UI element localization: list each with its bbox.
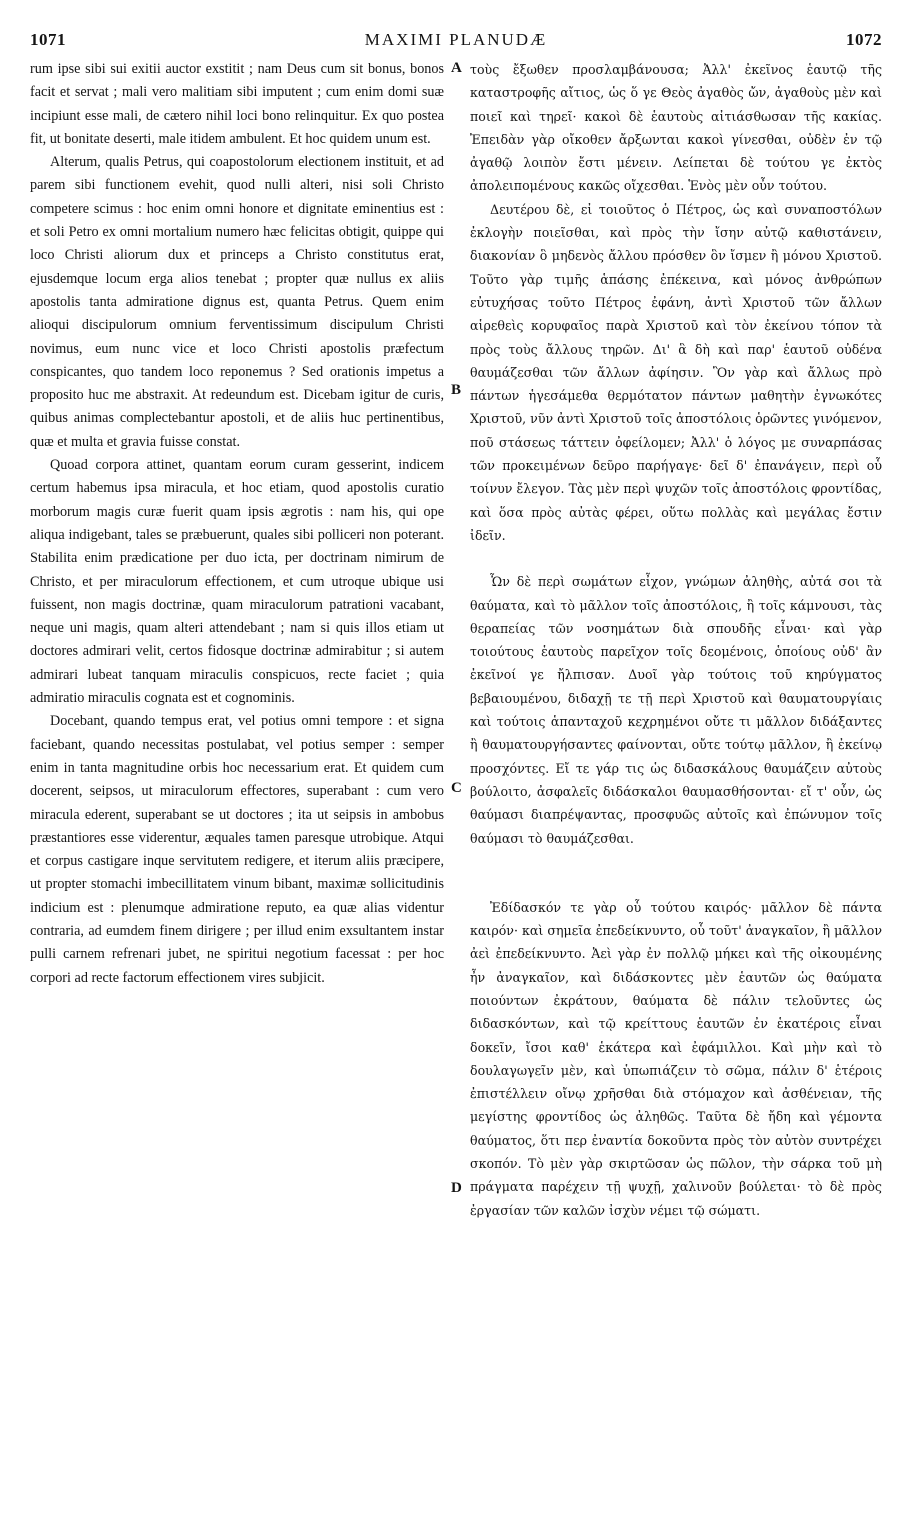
right-column-number: 1072 — [846, 30, 882, 49]
section-marker-c: C — [451, 780, 462, 796]
latin-paragraph: Docebant, quando tempus erat, vel potius omni tempore : et signa faciebant, quando necessitas postulabat, vel potius semper : semper enim in tanta magnitudine orbis hoc necessarium erat. Et quidem cum docerent, seipsos, ut miraculorum effectores, superabant : cum vero miracula ederent, superabant se ut doctores ; ita ut seipsis in ambobus præstantiores esse viderentur, æquales tamen paresque utrobique. Atqui et corpus castigare inque servitutem redigere, et iterum aliis præcipere, ut propter stomachi imbecillitatem vinum bibant, maximæ sollicitudinis indicium est : plenumque admirationе reputo, ea quæ alias videntur contraria, ad eumdem finem dirigere ; per illud enim exsultantem instar pulli carnem refrenari jubet, ne spiritui negotium facessat : per hoc corpori ad recte factorum effectionem vires subjicit. — [30, 713, 444, 986]
latin-paragraph: Alterum, qualis Petrus, qui coapostolorum electionem instituit, et ad parem sibi functionem evehit, quod nulli alteri, nisi soli Christo competere scimus : hoc enim omni honore et dignitate eminentius est : et soli Petro ex omni mortalium numero hæc felicitas obtigit, quippe qui loco Christi aliorum dux et princeps a Christo constitutus erat, ejusdemque locum erga alios tenebat ; propter quæ nullus ex aliis apostolis tanta admiratione dignus est, quanta Petrus. Quem enim alioqui discipulorum omnium ferventissimum discipulum Christi novimus, eum nunc vice et loco Christi apostolis præfectum conspicantes, quo tandem loco reponemus ? Sed orationis impetus a proposito huc me abstraxit. At redeundum est. Dicebam igitur de curis, quibus animas complectebantur apostoli, et de aliis huc pertinentibus, quæ et multa et gravia fuisse constat. — [30, 154, 444, 450]
greek-column — [470, 58, 882, 1222]
section-marker-b: B — [451, 382, 462, 398]
left-column-number: 1071 — [30, 30, 66, 49]
greek-paragraph: Ἐδίδασκόν τε γὰρ οὗ τούτου καιρός· μᾶλλον δὲ πάντα καιρόν· καὶ σημεῖα ἐπεδείκνυντο, οὗ τοῦτ' ἀναγκαῖον, ἢ μᾶλλον ἀεὶ ἐπεδείκνυντο. Ἀεὶ γὰρ ἐν πολλῷ μήκει καὶ τῆς οἰκουμένης ἦν ἀναγκαῖον, καὶ διδάσκοντες μὲν ἑαυτῶν ὡς θαύματα ποιούντων ἐκράτουν, θαύματα δὲ πάλιν τελοῦντες ὡς διδασκόντων, καὶ τῷ κρείττους ἑαυτῶν ἐν ἑκατέροις εἶναι δοκεῖν, ἴσοι καθ' ἑκάτερα καὶ ἐφάμιλλοι. Καὶ μὴν καὶ τὸ δουλαγωγεῖν μὲν, καὶ ὑπωπιάζειν τὸ σῶμα, πάλιν δ' ἑτέροις ἐπιστέλλειν οἴνῳ χρῆσθαι διὰ στόμαχον καὶ ἀσθένειαν, τῆς μεγίστης φροντίδος ὡς ἀληθῶς. Ταῦτα δὲ ἤδη καὶ γέμοντα θαύματος, ὅτι περ ἐναντία δοκοῦντα πρὸς τὸν αὐτὸν συντρέχει σκοπόν. Τὸ μὲν γὰρ σκιρτῶσαν ὡς πῶλον, τὴν σάρκα τοῦ μὴ πράγματα παρέχειν τῇ ψυχῇ, χαλινοῦν βούλεται· τὸ δὲ πρὸς ἐργασίαν τῶν καλῶν ἰσχὺν νέμει τῷ σώματι. — [470, 899, 882, 1218]
page-header — [30, 30, 882, 56]
greek-paragraph: τοὺς ἔξωθεν προσλαμβάνουσα; Ἀλλ' ἐκεῖνος ἑαυτῷ τῆς καταστροφῆς αἴτιος, ὡς ὅ γε Θεὸς ἀγαθὸς ὤν, ἀγαθοὺς μὲν καὶ ποιεῖ καὶ τηρεῖ· κακοὶ δὲ ἑαυτοὺς αἰτιάσθωσαν τῆς κακίας. Ἐπειδὰν γὰρ οἴκοθεν ἄρξωνται κακοὶ γίνεσθαι, οὐδὲν ἐν τῷ ἀγαθῷ λοιπὸν ἔστι μένειν. Λείπεται δὲ τούτου γε ἐκτὸς ἀπολειπομένους κακῶς οἴχεσθαι. Ἑνὸς μὲν οὖν τούτου. — [470, 62, 882, 194]
running-title: MAXIMI PLANUDÆ — [364, 30, 548, 49]
greek-paragraph: Ὧν δὲ περὶ σωμάτων εἶχον, γνώμων ἀληθὴς, αὐτά σοι τὰ θαύματα, καὶ τὸ μᾶλλον τοῖς ἀποστόλοις, ἢ τοῖς κάμνουσι, τὰς θεραπείας τῶν νοσημάτων διὰ σπουδῆς εἶναι· καὶ γὰρ τοιούτους ἑαυτοὺς παρεῖχον τοῖς δεομένοις, ὁποίους οὐδ' ἂν ἐκεῖνοί γε ἤλπισαν. Δυοῖ γὰρ τούτοις τοῦ κηρύγματος βεβαιουμένου, διδαχῇ τε τῇ περὶ Χριστοῦ καὶ θαυματουργίαις καὶ τούτοις ἁπανταχοῦ κεχρημένοι οὔτε τι μᾶλλον διδάξαντες ἢ θαυματουργήσαντες φαίνονται, οὔτε τούτῳ μᾶλλον, ἢ ἐκείνῳ προσχόντες. Εἴ τε γάρ τις ὡς διδασκάλους θαυμάζειν αὐτοὺς βούλοιτο, ἀσφαλεῖς διδάσκαλοι θαυμασθήσονται· εἴ τ' οὖν, ὡς θαύμασι διαπρέψαντας, προσφυῶς αὐτοῖς καὶ ἐπώνυμον τοῖς θαύμασι τὸ θαυμάζεσθαι. — [470, 574, 882, 846]
section-marker-a: A — [451, 60, 462, 76]
latin-paragraph: rum ipse sibi sui exitii auctor exstitit ; nam Deus cum sit bonus, bonos facit et servat ; mali vero malitiam sibi imputent ; cum enim domi suæ incipiunt esse mali, de cætero nihil loci bono relinquitur. Ex quo postea fit, ut bonitate deserti, male itidem ambulent. Et hoc quidem unum est. — [30, 61, 444, 147]
greek-paragraph: Δευτέρου δὲ, εἰ τοιοῦτος ὁ Πέτρος, ὡς καὶ συναποστόλων ἐκλογὴν ποιεῖσθαι, καὶ πρὸς τὴν ἴσην αὐτῷ καθιστάνειν, διακονίαν ὃ μηδενὸς ἄλλου πρόσθεν ὃν ἴσμεν ἢ μόνου Χριστοῦ. Τοῦτο γὰρ τιμῆς ἁπάσης ἐπέκεινα, καὶ μόνος ἀνθρώπων εὐτυχήσας τοῦτο Πέτρος ἐφάνη, ἀντὶ Χριστοῦ τῶν ἄλλων αἱρεθεὶς κορυφαῖος παρὰ Χριστοῦ καὶ τὸν ἐκείνου τόπον τὰ πρὸς τοὺς ἄλλους τηρῶν. Δι' ἃ δὴ καὶ παρ' ἑαυτοῦ οὐδένα θαυμάζεσθαι τῶν ἄλλων ἀφίησιν. Ὃν γὰρ καὶ ἄλλως πρὸ πάντων ἡγεσάμεθα θερμότατον πάντων μαθητὴν ἐγνωκότες Χριστοῦ, νῦν ἀντὶ Χριστοῦ τοῖς ἀποστόλοις ὁρῶντες γινόμενον, ποῦ στάσεως τάττειν ὀφείλομεν; Ἀλλ' ὁ λόγος με συναρπάσας τῶν προκειμένων δεῦρο παρήγαγε· δεῖ δ' ἐπανάγειν, περὶ οὗ τοίνυν ἔλεγον. Τὰς μὲν περὶ ψυχῶν τοῖς ἀποστόλοις φροντίδας, καὶ ὅσα πρὸς αὐτὰς φέρει, οὕτω πολλὰς καὶ μεγάλας ἔστιν ἰδεῖν. — [470, 201, 882, 543]
latin-column — [30, 58, 444, 990]
section-marker-d: D — [451, 1180, 462, 1196]
latin-paragraph: Quoad corpora attinet, quantam eorum curam gesserint, indicem certum habemus ipsa miracula, et hoc etiam, quod apostolis curatio morborum magis curæ fuerit quam ipsis ægrotis : nam his, qui ope aliqua indigebant, tales se præbuerunt, quales sibi polliceri non poterant. Stabilita enim prædicatione per duo icta, per doctrinam nimirum de Christo, et per miraculorum effectionem, et cum utroque ubique usi fuissent, non magis doctrinæ, quam miraculorum patrationi vacabant, neque uni magis, quam alteri attendebant ; nam si quis illos etiam ut doctores admirari velit, certos fidosque doctrinæ admirabitur ; si autem admirari lubeat tanquam miraculis conspicuos, recte faciet ; quia admiratio miraculis cognata est et cognominis. — [30, 457, 444, 707]
